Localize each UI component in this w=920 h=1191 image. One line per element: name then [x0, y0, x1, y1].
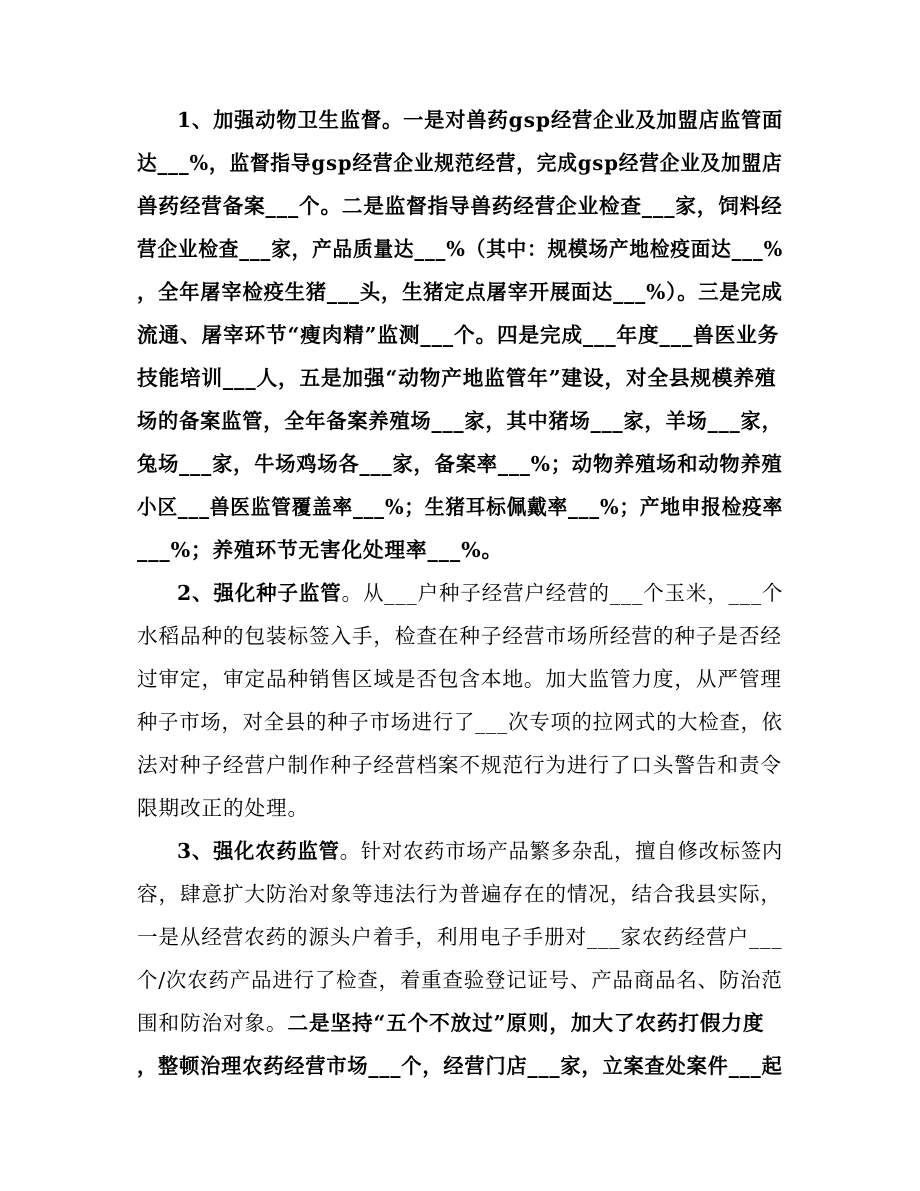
paragraph-1-line-7: 技能培训___人，五是加强“动物产地监管年”建设，对全县规模养殖 [137, 366, 777, 390]
paragraph-3-line-1 [177, 836, 783, 866]
paragraph-2-heading: 2、强化种子监管 [177, 581, 342, 605]
paragraph-3-line-4: 个/次农药产品进行了检查，着重查验登记证号、产品商品名、防治范 [137, 968, 783, 992]
paragraph-3-line-6: ，整顿治理农药经营市场___个，经营门店___家，立案查处案件___起 [137, 1054, 783, 1078]
paragraph-3-line-3: 一是从经营农药的源头户着手，利用电子手册对___家农药经营户___ [137, 925, 783, 949]
paragraph-1-line-3: 兽药经营备案___个。二是监督指导兽药经营企业检查___家，饲料经 [137, 194, 783, 218]
paragraph-2-line-1-text: 。从___户种子经营户经营的___个玉米，___个 [341, 581, 784, 605]
paragraph-3-heading: 3、强化农药监管 [177, 839, 340, 863]
paragraph-3-line-5-text: 围和防治对象。 [137, 1011, 288, 1035]
paragraph-1-line-2: 达___%，监督指导gsp经营企业规范经营，完成gsp经营企业及加盟店 [137, 151, 783, 175]
paragraph-2-line-4: 种子市场，对全县的种子市场进行了___次专项的拉网式的大检查，依 [137, 710, 783, 734]
paragraph-1-line-8: 场的备案监管，全年备案养殖场___家，其中猪场___家，羊场___家， [137, 409, 783, 433]
paragraph-3-line-1-text: 。针对农药市场产品繁多杂乱，擅自修改标签内 [339, 839, 784, 863]
paragraph-1-line-11: ___%；养殖环节无害化处理率___%。 [137, 538, 504, 562]
paragraph-2-line-3: 过审定，审定品种销售区域是否包含本地。加大监管力度，从严管理 [137, 667, 782, 691]
paragraph-1-line-1: 1、加强动物卫生监督。一是对兽药gsp经营企业及加盟店监管面 [177, 108, 784, 132]
paragraph-3-line-2: 容，肆意扩大防治对象等违法行为普遍存在的情况，结合我县实际， [137, 882, 782, 906]
paragraph-1-line-5: ，全年屠宰检疫生猪___头，生猪定点屠宰开展面达___%）。三是完成 [137, 280, 783, 304]
paragraph-1-line-4: 营企业检查___家，产品质量达___%（其中：规模场产地检疫面达___% [137, 237, 784, 261]
paragraph-1-line-9: 兔场___家，牛场鸡场各___家，备案率___%；动物养殖场和动物养殖 [137, 452, 783, 476]
paragraph-3-line-5-bold: 二是坚持“五个不放过”原则，加大了农药打假力度 [287, 1011, 765, 1035]
paragraph-2-line-6: 限期改正的处理。 [137, 796, 309, 820]
paragraph-2-line-1 [177, 578, 783, 608]
paragraph-1-line-10: 小区___兽医监管覆盖率___%；生猪耳标佩戴率___%；产地申报检疫率 [137, 495, 784, 519]
paragraph-3-line-5 [137, 1008, 764, 1038]
paragraph-2-line-2: 水稻品种的包装标签入手，检查在种子经营市场所经营的种子是否经 [137, 624, 782, 648]
paragraph-1-line-6: 流通、屠宰环节“瘦肉精”监测___个。四是完成___年度___兽医业务 [137, 323, 780, 347]
paragraph-2-line-5: 法对种子经营户制作种子经营档案不规范行为进行了口头警告和责令 [137, 753, 782, 777]
